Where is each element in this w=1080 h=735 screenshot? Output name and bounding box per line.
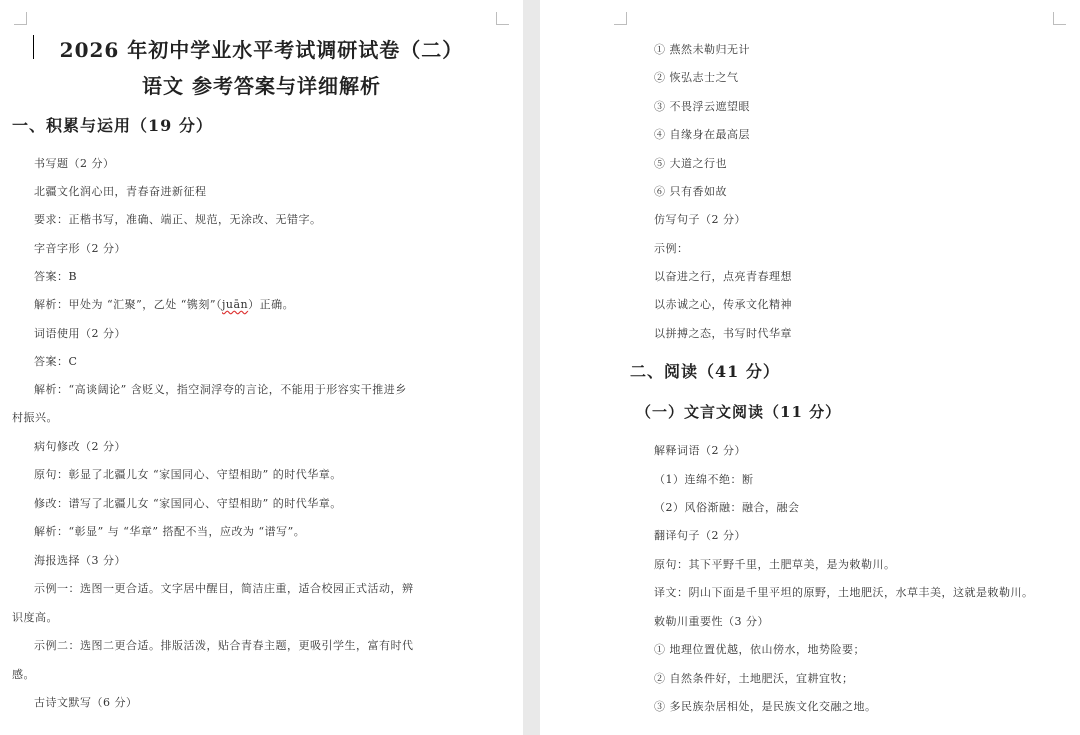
text-span: ）正确。	[248, 298, 295, 311]
text-line: 词语使用（2 分）	[34, 327, 126, 340]
document-page-left	[0, 0, 523, 735]
text-line: 古诗文默写（6 分）	[34, 696, 138, 709]
text-line	[34, 296, 294, 312]
page-gap	[523, 0, 540, 735]
text-line: 示例二：选图二更合适。排版活泼，贴合青春主题，更吸引学生，富有时代	[34, 639, 414, 652]
text-line: （1）连绵不绝：断	[654, 473, 754, 486]
text-line: 北疆文化润心田，青春奋进新征程	[34, 185, 207, 198]
section-heading: 二、阅读（41 分）	[630, 362, 780, 381]
text-line: 示例：	[654, 242, 689, 255]
text-line: 仿写句子（2 分）	[654, 213, 746, 226]
text-line: （2）风俗渐融：融合，融会	[654, 501, 800, 514]
text-line: 示例一：选图一更合适。文字居中醒目，简洁庄重，适合校园正式活动，辨	[34, 582, 414, 595]
page-corner-mark	[14, 12, 27, 25]
page-corner-mark	[614, 12, 627, 25]
text-line: 以拼搏之态，书写时代华章	[654, 327, 792, 340]
text-line: 解析：“高谈阔论” 含贬义，指空洞浮夸的言论，不能用于形容实干推进乡	[34, 383, 407, 396]
text-line: 解析：“彰显” 与 “华章” 搭配不当，应改为 “谱写”。	[34, 525, 306, 538]
document-page-right	[540, 0, 1080, 735]
spellcheck-underlined-word: juān	[222, 298, 249, 311]
text-line: ④ 自缘身在最高层	[654, 128, 750, 141]
text-line: 译文：阴山下面是千里平坦的原野，土地肥沃，水草丰美，这就是敕勒川。	[654, 586, 1034, 599]
text-line: 书写题（2 分）	[34, 157, 115, 170]
section-heading: 一、积累与运用（19 分）	[12, 116, 213, 135]
doc-title: 2026 年初中学业水平考试调研试卷（二）	[59, 38, 464, 62]
text-line: ① 地理位置优越，依山傍水，地势险要；	[654, 643, 865, 656]
text-line: ② 恢弘志士之气	[654, 71, 739, 84]
text-line: ⑤ 大道之行也	[654, 157, 727, 170]
text-line: 以赤诚之心，传承文化精神	[654, 298, 792, 311]
text-line: ⑥ 只有香如故	[654, 185, 727, 198]
text-line: 原句：彰显了北疆儿女 “家国同心、守望相助” 的时代华章。	[34, 468, 342, 481]
text-line: ③ 不畏浮云遮望眼	[654, 100, 750, 113]
page-corner-mark	[1053, 12, 1066, 25]
text-line: 感。	[12, 668, 35, 681]
text-span: 解析：甲处为 “汇聚”，乙处 “镌刻”（	[34, 298, 222, 311]
page-corner-mark	[496, 12, 509, 25]
subsection-heading: （一）文言文阅读（11 分）	[636, 403, 842, 421]
text-line: 解释词语（2 分）	[654, 444, 746, 457]
text-line: 原句：其下平野千里，土肥草美，是为敕勒川。	[654, 558, 896, 571]
text-line: 翻译句子（2 分）	[654, 529, 746, 542]
text-line: 答案：B	[34, 270, 78, 283]
text-line: 要求：正楷书写，准确、端正、规范，无涂改、无错字。	[34, 213, 322, 226]
text-line: 村振兴。	[12, 411, 58, 424]
text-line: 病句修改（2 分）	[34, 440, 126, 453]
text-line: ② 自然条件好，土地肥沃，宜耕宜牧；	[654, 672, 854, 685]
text-line: 敕勒川重要性（3 分）	[654, 615, 769, 628]
text-line: 海报选择（3 分）	[34, 554, 126, 567]
text-line: ① 燕然未勒归无计	[654, 43, 750, 56]
text-line: 识度高。	[12, 611, 58, 624]
doc-subtitle: 语文 参考答案与详细解析	[142, 74, 381, 98]
text-line: ③ 多民族杂居相处，是民族文化交融之地。	[654, 700, 877, 713]
text-line: 答案：C	[34, 355, 78, 368]
text-line: 以奋进之行，点亮青春理想	[654, 270, 792, 283]
text-line: 修改：谱写了北疆儿女 “家国同心、守望相助” 的时代华章。	[34, 497, 342, 510]
text-line: 字音字形（2 分）	[34, 242, 126, 255]
